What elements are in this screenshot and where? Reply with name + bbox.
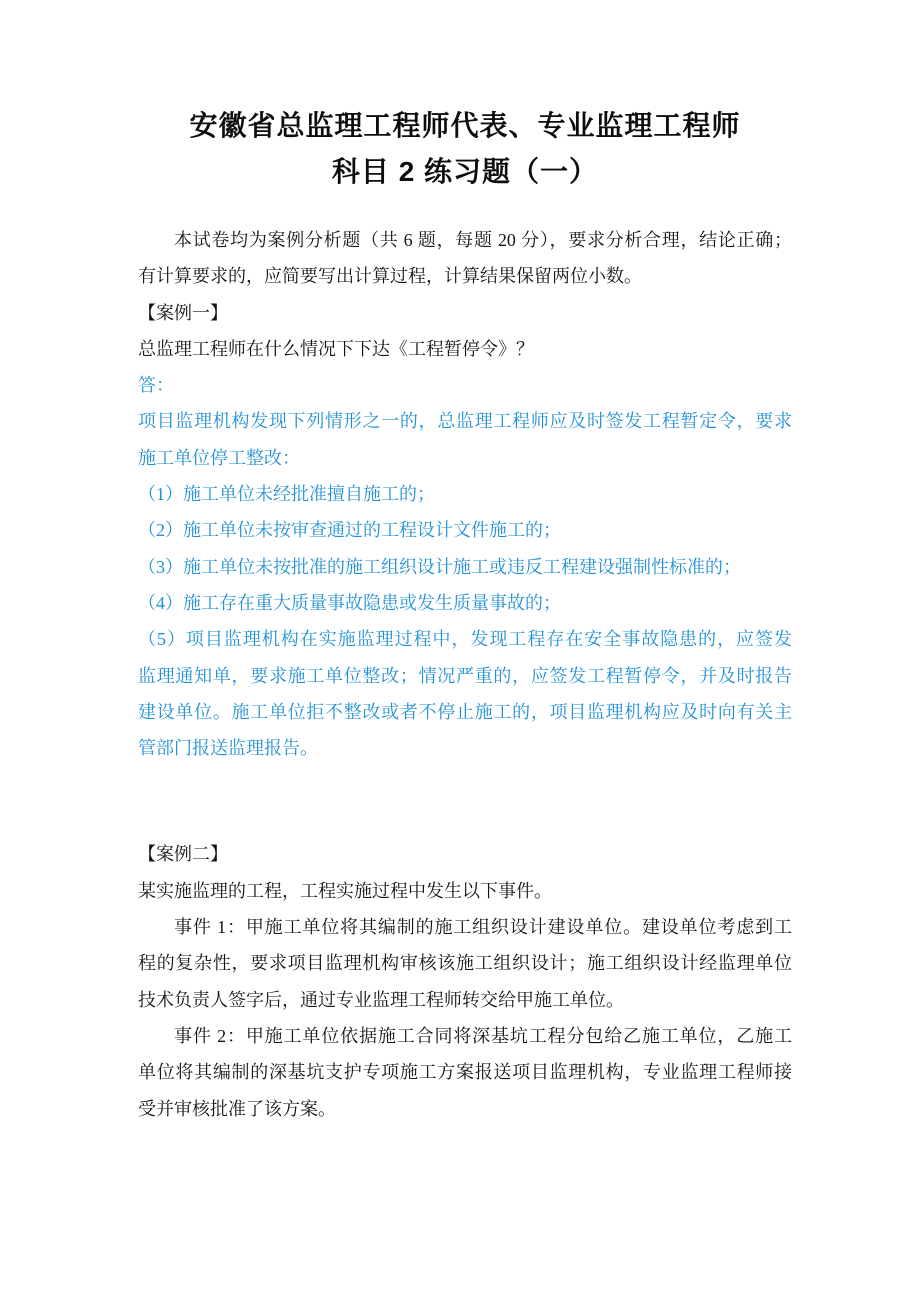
title-line-1: 安徽省总监理工程师代表、专业监理工程师 xyxy=(189,110,741,141)
intro-line-2: 有计算要求的，应简要写出计算过程，计算结果保留两位小数。 xyxy=(138,266,642,287)
case1-answer-item-2: （2）施工单位未按审查通过的工程设计文件施工的； xyxy=(138,520,561,541)
case1-answer-item-5-line-3: 建设单位。施工单位拒不整改或者不停止施工的，项目监理机构应及时向有关主 xyxy=(138,701,792,722)
case1-heading: 【案例一】 xyxy=(138,302,228,323)
case1-question: 总监理工程师在什么情况下下达《工程暂停令》？ xyxy=(138,338,534,359)
document-body xyxy=(138,222,792,1127)
case1-answer-item-5-line-4: 管部门报送监理报告。 xyxy=(138,738,318,759)
title-line-2: 科目 2 练习题（一） xyxy=(331,156,599,187)
case1-answer-line-1: 项目监理机构发现下列情形之一的，总监理工程师应及时签发工程暂定令，要求 xyxy=(138,411,792,432)
intro-line-1: 本试卷均为案例分析题（共 6 题，每题 20 分），要求分析合理，结论正确； xyxy=(174,230,792,250)
case2-intro: 某实施监理的工程，工程实施过程中发生以下事件。 xyxy=(138,880,552,901)
case2-event2-line-2: 单位将其编制的深基坑支护专项施工方案报送项目监理机构，专业监理工程师接 xyxy=(138,1062,792,1083)
case2-event2-line-3: 受并审核批准了该方案。 xyxy=(138,1098,336,1119)
case2-event1-line-1: 事件 1：甲施工单位将其编制的施工组织设计建设单位。建设单位考虑到工 xyxy=(174,917,792,938)
case2-event2-line-1: 事件 2：甲施工单位依据施工合同将深基坑工程分包给乙施工单位，乙施工 xyxy=(174,1025,792,1046)
case2-event1-line-3: 技术负责人签字后，通过专业监理工程师转交给甲施工单位。 xyxy=(138,989,624,1010)
case1-answer-item-5-line-1: （5）项目监理机构在实施监理过程中，发现工程存在安全事故隐患的，应签发 xyxy=(138,629,792,650)
case2-heading: 【案例二】 xyxy=(138,844,228,865)
case1-answer-item-3: （3）施工单位未按批准的施工组织设计施工或违反工程建设强制性标准的； xyxy=(138,556,741,577)
case1-answer-label: 答： xyxy=(138,375,174,396)
case1-answer-line-2: 施工单位停工整改： xyxy=(138,447,300,468)
document-title xyxy=(138,103,792,195)
case1-answer-item-4: （4）施工存在重大质量事故隐患或发生质量事故的； xyxy=(138,592,561,613)
case2-event1-line-2: 程的复杂性，要求项目监理机构审核该施工组织设计；施工组织设计经监理单位 xyxy=(138,953,792,974)
case1-answer-item-1: （1）施工单位未经批准擅自施工的； xyxy=(138,484,435,505)
case1-answer-item-5-line-2: 监理通知单，要求施工单位整改；情况严重的，应签发工程暂停令，并及时报告 xyxy=(138,665,792,686)
